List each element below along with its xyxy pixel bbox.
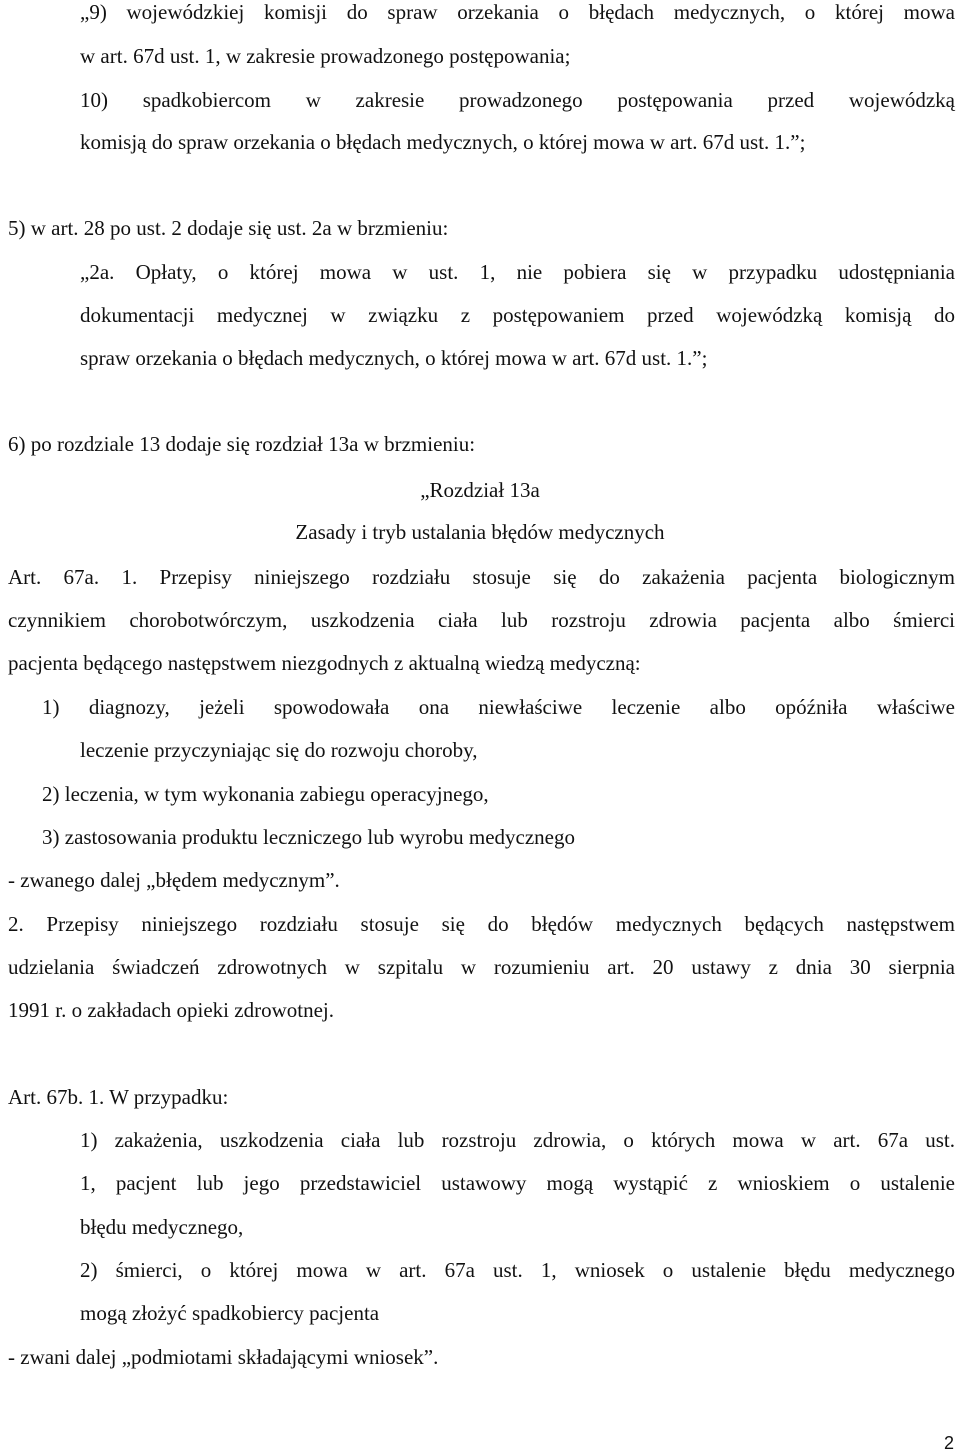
chapter-title: Zasady i tryb ustalania błędów medycznych: [295, 520, 665, 544]
list-item: 1) zakażenia, uszkodzenia ciała lub rozstroju zdrowia, o których mowa w art. 67a ust.: [80, 1128, 955, 1152]
text-line: 1991 r. o zakładach opieki zdrowotnej.: [8, 998, 334, 1022]
text-line: - zwanego dalej „błędem medycznym”.: [8, 868, 340, 892]
chapter-heading: „Rozdział 13a: [420, 478, 540, 502]
text-line: „9) wojewódzkiej komisji do spraw orzekania o błędach medycznych, o której mowa: [80, 0, 955, 24]
text-line: pacjenta będącego następstwem niezgodnych z aktualną wiedzą medyczną:: [8, 651, 641, 675]
list-item: 1) diagnozy, jeżeli spowodowała ona niewłaściwe leczenie albo opóźniła właściwe: [42, 695, 955, 719]
text-line: 5) w art. 28 po ust. 2 dodaje się ust. 2a w brzmieniu:: [8, 216, 449, 240]
text-line: 10) spadkobiercom w zakresie prowadzonego postępowania przed wojewódzką: [80, 88, 955, 112]
list-item: 3) zastosowania produktu leczniczego lub wyrobu medycznego: [42, 825, 575, 849]
text-line: 6) po rozdziale 13 dodaje się rozdział 13a w brzmieniu:: [8, 432, 476, 456]
text-line: „2a. Opłaty, o której mowa w ust. 1, nie pobiera się w przypadku udostępniania: [80, 260, 955, 284]
text-line: Art. 67a. 1. Przepisy niniejszego rozdziału stosuje się do zakażenia pacjenta biologicznym: [8, 565, 955, 589]
text-line: - zwani dalej „podmiotami składającymi wniosek”.: [8, 1345, 439, 1369]
text-line: komisją do spraw orzekania o błędach medycznych, o której mowa w art. 67d ust. 1.”;: [80, 130, 806, 154]
text-line: spraw orzekania o błędach medycznych, o której mowa w art. 67d ust. 1.”;: [80, 346, 708, 370]
text-line: mogą złożyć spadkobiercy pacjenta: [80, 1301, 380, 1325]
list-item: 2) śmierci, o której mowa w art. 67a ust. 1, wniosek o ustalenie błędu medycznego: [80, 1258, 955, 1282]
text-line: udzielania świadczeń zdrowotnych w szpitalu w rozumieniu art. 20 ustawy z dnia 30 sierpnia: [8, 955, 955, 979]
text-line: w art. 67d ust. 1, w zakresie prowadzonego postępowania;: [80, 44, 571, 68]
text-line: leczenie przyczyniając się do rozwoju choroby,: [80, 738, 478, 762]
page-number: 2: [943, 1433, 954, 1453]
text-line: błędu medycznego,: [80, 1215, 244, 1239]
text-line: dokumentacji medycznej w związku z postępowaniem przed wojewódzką komisją do: [80, 303, 955, 327]
text-line: 1, pacjent lub jego przedstawiciel ustawowy mogą wystąpić z wnioskiem o ustalenie: [80, 1171, 955, 1195]
text-line: Art. 67b. 1. W przypadku:: [8, 1085, 229, 1109]
list-item: 2) leczenia, w tym wykonania zabiegu operacyjnego,: [42, 782, 489, 806]
text-line: czynnikiem chorobotwórczym, uszkodzenia ciała lub rozstroju zdrowia pacjenta albo śmierci: [8, 608, 955, 632]
text-line: 2. Przepisy niniejszego rozdziału stosuje się do błędów medycznych będących następstwem: [8, 912, 955, 936]
